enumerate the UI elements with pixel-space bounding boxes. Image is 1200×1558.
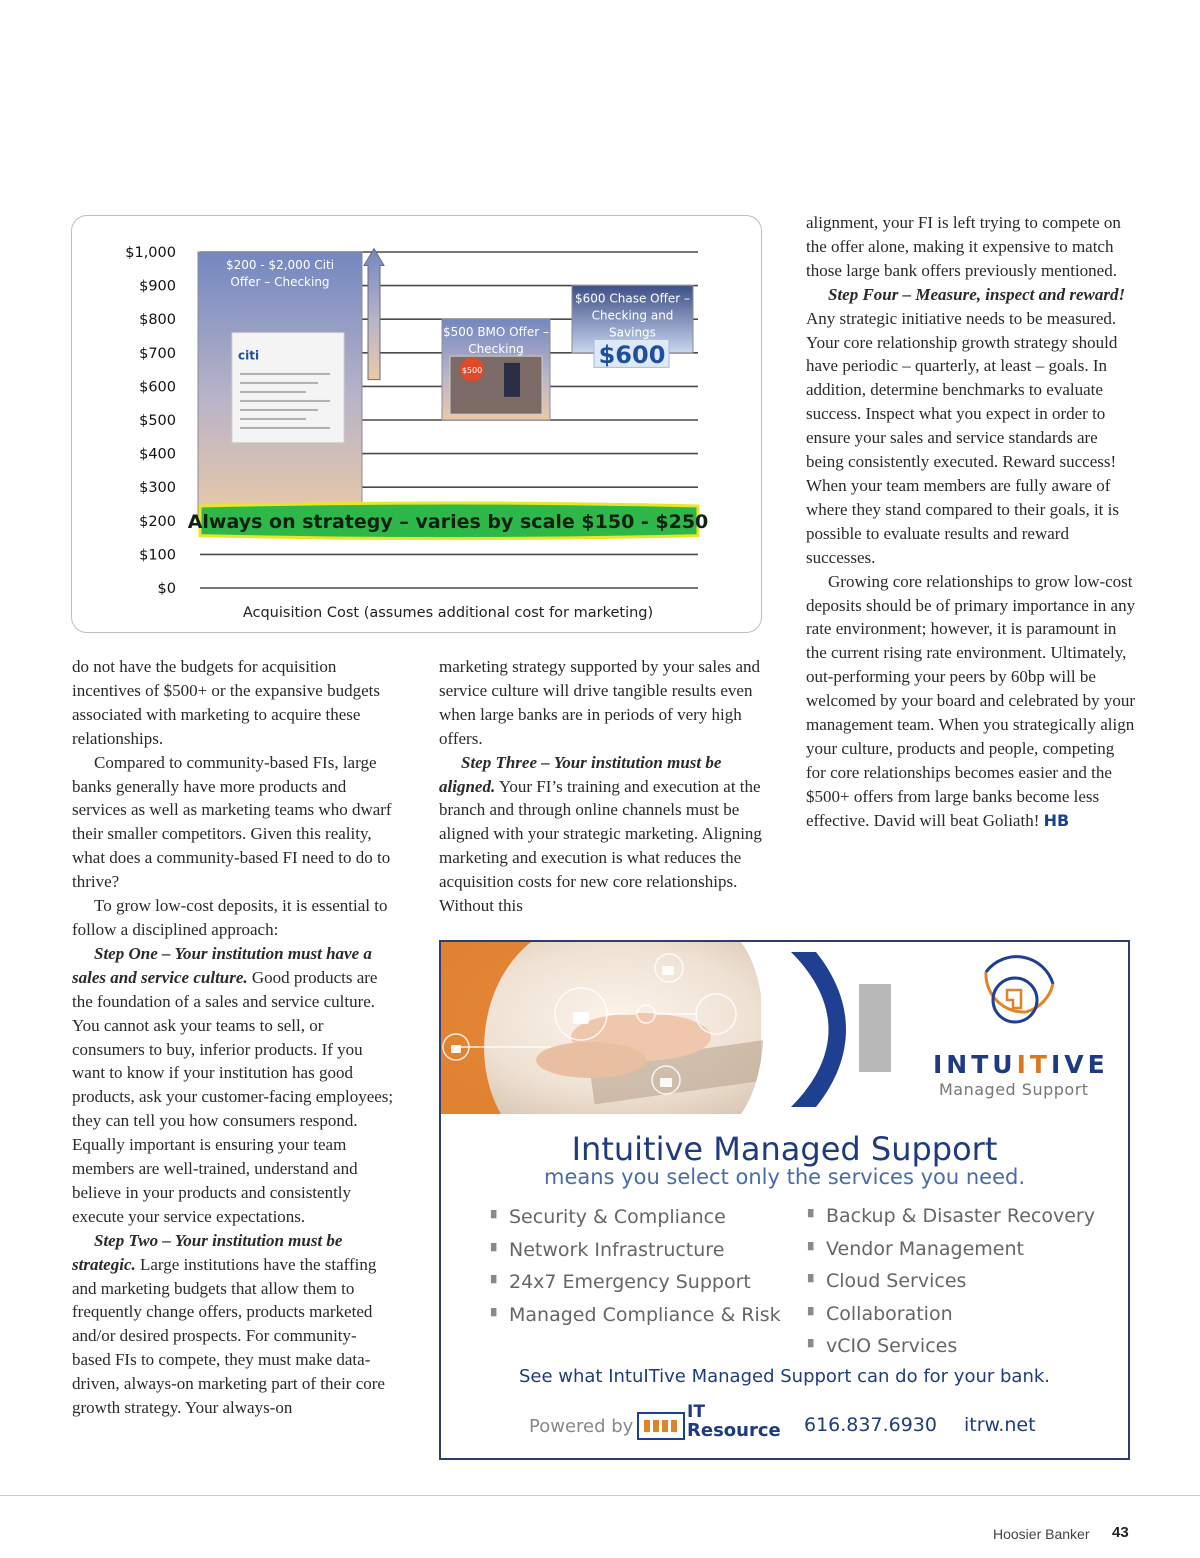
service-item [491,1202,781,1235]
footer-divider [0,1495,1200,1496]
service-label: Security & Compliance [509,1206,726,1228]
service-item [808,1331,1095,1364]
bullet-icon: ▘ [808,1242,819,1259]
intuitive-managed-support-ad[interactable] [439,940,1130,1460]
offer-bar-label: Offer – Checking [230,275,330,289]
logo-part: IVE [1050,1050,1109,1079]
step-three-text: Your FI’s training and execution at the branch and through online channels must be aligned with your strategic marketing. Aligning marketing and execution is what reduces the acquisition costs for new core relationships. Without this [439,776,762,916]
paragraph: Compared to community-based FIs, large banks generally have more products and services as well as marketing teams who dwarf their smaller competitors. Given this reality, what does a community-based FI need to do to thrive? [72,752,392,892]
service-item [808,1201,1095,1234]
service-item [491,1267,781,1300]
step-one-text: Good products are the foundation of a sales and service culture. You cannot ask your teams to sell, or consumers to buy, inferior products. If you want to know if your institution has good products, ask your customer-facing employees; they can tell you how consumers respond. Equally important is ensuring your team members are well-trained, understand and believe in your products and consistently execute your service expectations. [72,967,394,1226]
y-tick-label: $0 [157,581,176,597]
offer-bar-label: Checking [468,342,524,357]
paragraph-step-two [72,1229,394,1420]
bullet-icon: ▘ [491,1308,502,1325]
step-two-text: Large institutions have the staffing and marketing budgets that allow them to frequently change offers, products marketed and/or desired prospects. For community-based FIs to compete, they must make data-driven, always-on marketing part of their core growth strategy. Your always-on [72,1254,385,1418]
offer-bar-label: $600 Chase Offer – [575,291,690,306]
it-resource-logo-icon [637,1412,685,1440]
service-label: vCIO Services [826,1335,958,1357]
bullet-icon: ▘ [491,1243,502,1260]
closing-text: Growing core relationships to grow low-cost deposits should be of primary importance in any rate environment; however, it is paramount in the current rising rate environment. Ultimately, out-performing your peers by 60bp will be welcomed by your board and celebrated by your management team. When you strategically align your culture, products and people, competing for core relationships becomes easier and the $500+ offers from large banks become less effective. David will beat Goliath! [806,571,1136,830]
y-tick-label: $400 [139,446,176,463]
promo-text-line [240,373,330,375]
y-tick-label: $300 [139,480,176,497]
ad-phone-number[interactable]: 616.837.6930 [804,1414,937,1436]
services-list-left [491,1202,781,1332]
offer-bar-label: Savings [609,325,656,340]
y-tick-label: $100 [139,547,176,564]
article-column-1 [72,655,394,1420]
step-four-heading: Step Four – Measure, inspect and reward! [828,284,1126,304]
page-number: 43 [1112,1524,1129,1541]
paragraph-step-one [72,942,394,1229]
acquisition-cost-chart [72,216,761,632]
x-axis-label: Acquisition Cost (assumes additional cost for marketing) [242,605,654,621]
intuitive-logo-wordmark [933,1050,1109,1079]
it-resource-logo-text: Resource [687,1420,781,1441]
y-tick-label: $200 [139,513,176,530]
bullet-icon: ▘ [808,1307,819,1324]
paragraph-step-four [806,283,1136,570]
paragraph: marketing strategy supported by your sales and service culture will drive tangible results even when large banks are in periods of very high offers. [439,657,761,748]
service-item [808,1299,1095,1332]
service-item [491,1300,781,1333]
logo-part: INTU [933,1050,1017,1079]
promo-text-line [240,427,330,429]
paragraph: alignment, your FI is left trying to compete on the offer alone, making it expensive to match those large bank offers previously mentioned. [806,213,1121,280]
y-tick-label: $600 [139,379,176,396]
powered-by-label: Powered by [529,1416,634,1437]
chase-promo-amount: $600 [598,340,666,369]
promo-text-line [240,391,306,393]
step-two-heading: Step Two – Your institution must be strategic. [72,1230,343,1274]
y-tick-label: $500 [139,413,176,429]
bullet-icon: ▘ [808,1340,819,1356]
step-one-heading: Step One – Your institution must have a sales and service culture. [72,943,372,987]
promo-text-line [240,400,330,402]
offer-bar-label: $200 - $2,000 Citi [225,258,335,272]
paragraph-step-three [439,751,769,918]
bullet-icon: ▘ [491,1211,502,1227]
promo-text-line [240,382,318,384]
y-tick-label: $900 [139,278,176,295]
ad-headline: Intuitive Managed Support [571,1130,998,1168]
always-on-band-label: Always on strategy – varies by scale $150 - $250 [187,510,709,533]
services-list-right [808,1201,1095,1364]
bullet-icon: ▘ [808,1210,819,1226]
promo-text-line [240,418,306,420]
ad-subline: means you select only the services you need. [544,1165,1025,1189]
service-item [808,1234,1095,1267]
y-tick-label: $700 [139,345,176,362]
service-item [808,1266,1095,1299]
open-ended-arrow [364,249,384,380]
bullet-icon: ▘ [808,1275,819,1291]
offer-bar-label: $500 BMO Offer – [442,325,550,340]
step-three-heading: Step Three – Your institution must be aligned. [439,752,722,796]
service-label: Collaboration [826,1302,953,1325]
citi-promo-logo: citi [238,348,260,363]
ad-call-to-action[interactable]: See what IntuITive Managed Support can do for your bank. [518,1366,1051,1387]
it-resource-logo-it: IT [687,1402,705,1422]
promo-text-line [240,409,318,411]
bmo-promo-person [504,363,520,397]
service-label: Vendor Management [826,1237,1024,1260]
service-label: Backup & Disaster Recovery [826,1205,1095,1227]
step-four-text: Any strategic initiative needs to be measured. Your core relationship growth strategy should have periodic – quarterly, at least – goals. In addition, determine benchmarks to evaluate success. Inspect what you expect in order to ensure your sales and service standards are being consistently executed. Reward success! When your team members are fully aware of where they stand compared to their goals, it is possible to evaluate results and reward successes. [806,308,1119,567]
service-label: Managed Compliance & Risk [509,1303,781,1326]
publication-name: Hoosier Banker [993,1526,1090,1542]
bmo-promo-amount: $500 [461,365,483,375]
article-column-2 [439,655,769,918]
y-tick-label: $800 [139,312,176,329]
paragraph [806,570,1136,833]
logo-part-highlight: IT [1016,1050,1051,1079]
service-label: 24x7 Emergency Support [509,1271,751,1293]
paragraph: do not have the budgets for acquisition incentives of $500+ or the expansive budgets associated with marketing to acquire these relationships. [72,657,380,748]
y-tick-label: $1,000 [125,245,176,261]
chart-frame [71,215,762,633]
ad-website-link[interactable]: itrw.net [964,1414,1036,1436]
service-item [491,1235,781,1268]
bullet-icon: ▘ [491,1276,502,1292]
hb-end-mark: HB [1043,810,1070,830]
paragraph: To grow low-cost deposits, it is essential to follow a disciplined approach: [72,896,388,939]
logo-subtitle: Managed Support [939,1080,1089,1099]
service-label: Cloud Services [826,1270,967,1292]
article-column-3 [806,211,1136,833]
offer-bar-label: Checking and [591,308,674,323]
service-label: Network Infrastructure [509,1238,725,1261]
